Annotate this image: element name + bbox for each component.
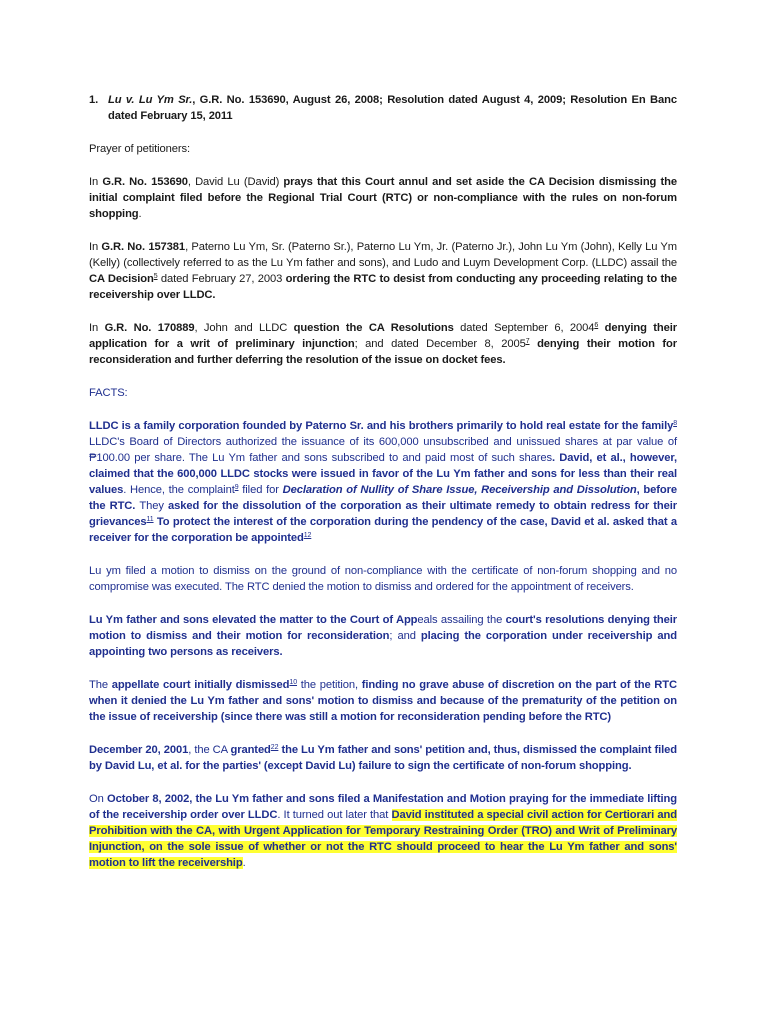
text-span: , John and LLDC: [194, 322, 294, 334]
bold-text: dismissing the initial complaint filed before the Regional Trial Court (RTC) or non-compliance with the rules on non-forum shopping: [89, 176, 677, 220]
gr-number: G.R. No. 153690: [102, 176, 188, 188]
footnote-link[interactable]: 6: [594, 322, 599, 329]
case-name: Lu v. Lu Ym Sr.: [108, 94, 193, 106]
bold-text: , before the RTC.: [89, 484, 677, 512]
footnote-link[interactable]: 5: [153, 273, 158, 280]
text-span: . Hence, the complaint: [123, 484, 235, 496]
bold-text: October 8, 2002, the Lu Ym father and sons filed a Manifestation and Motion praying for the immediate lifting of the receivership order over LLDC: [89, 793, 678, 821]
bold-text: asked for the dissolution of the corporation as their ultimate remedy to obtain redress for their grievances: [89, 500, 677, 528]
facts-paragraph-2: Lu ym filed a motion to dismiss on the ground of non-compliance with the certificate of non-forum shopping and no compromise was executed. The RTC denied the motion to dismiss and ordered for the appointment of receivers.: [89, 565, 677, 593]
gr-number: G.R. No. 157381: [101, 241, 186, 253]
case-heading: [89, 92, 677, 124]
text-span: They: [139, 500, 164, 512]
footnote-link[interactable]: 9: [234, 484, 239, 491]
text-span: , Paterno Lu Ym, Sr. (Paterno Sr.), Paterno Lu Ym, Jr. (Paterno Jr.), John Lu Ym (John), Kelly Lu Ym (Kelly) (collectively referred to as the Lu Ym father and sons), and Ludo and Luym Development Corp. (LLDC) assail the: [89, 241, 677, 269]
text-span: , David Lu (David): [187, 176, 284, 188]
text-span: eals assailing the: [417, 614, 506, 626]
footnote-link[interactable]: 10: [289, 679, 298, 686]
bold-text: . David, et al., however, claimed that the 600,000 LLDC stocks were issued in favor of the Lu Ym father and sons for less than their real values: [89, 452, 677, 496]
facts-label: FACTS:: [89, 387, 128, 399]
text-span: . It turned out later that: [277, 809, 392, 821]
facts-paragraph-4: [89, 677, 677, 725]
text-span: LLDC's Board of Directors authorized the issuance of its 600,000 unsubscribed and unissued shares at par value of ₱100.00 per share. The Lu Ym father and sons subscribed to and paid most of such shares: [89, 436, 677, 464]
date-text: December 20, 2001: [89, 744, 189, 756]
bold-text: question the CA Resolutions: [293, 322, 454, 334]
item-number: 1.: [89, 94, 99, 106]
footnote-link[interactable]: 11: [146, 516, 154, 523]
prayer-label: Prayer of petitioners:: [89, 143, 191, 155]
gr-number: G.R. No. 170889: [104, 322, 195, 334]
text-span: .: [242, 857, 246, 869]
text-span: On: [89, 793, 107, 805]
bold-text: ordering the RTC to desist from conducting any proceeding relating to the receivership over LLDC.: [89, 273, 677, 301]
bold-text: LLDC is a family corporation founded by Paterno Sr. and his brothers primarily to hold real estate for the family: [89, 420, 674, 432]
text-span: In: [89, 176, 103, 188]
text-span: ; and dated December 8, 2005: [354, 338, 526, 350]
bold-text: the Lu Ym father and sons' petition and, thus, dismissed the complaint filed by David Lu, et al. for the parties' (except David Lu) failure to sign the certificate of non-forum shopping.: [89, 744, 677, 772]
facts-paragraph-5: [89, 742, 677, 774]
footnote-link[interactable]: 22: [270, 744, 279, 751]
text-span: filed for: [238, 484, 283, 496]
prayer-paragraph-3: [89, 320, 677, 368]
text-span: dated February 27, 2003: [157, 273, 286, 285]
footnote-link[interactable]: 12: [303, 532, 312, 539]
footnote-link[interactable]: 7: [525, 338, 530, 345]
bold-text: placing the corporation under receivership and appointing two persons as receivers.: [89, 630, 677, 658]
bold-text: Lu Ym father and sons elevated the matter to the Court of App: [89, 614, 418, 626]
text-span: The: [89, 679, 112, 691]
prayer-paragraph-2: [89, 239, 677, 303]
bold-text: prays that this Court annul and set aside the CA Decision: [283, 176, 595, 188]
facts-paragraph-3: [89, 612, 677, 660]
highlighted-text: David instituted a special civil action for Certiorari and Prohibition with the CA, with Urgent Application for Temporary Restraining Order (TRO) and Writ of Preliminary Injunction, on the sole issue of whether or not the RTC should proceed to hear the Lu Ym father and sons' motion to lift the receivership: [89, 809, 677, 869]
facts-paragraph-1: [89, 418, 677, 546]
bold-text: To protect the interest of the corporation during the pendency of the case, David et al. asked that a receiver for the corporation be appointed: [89, 516, 677, 544]
text-span: dated September 6, 2004: [453, 322, 595, 334]
bold-italic-text: Declaration of Nullity of Share Issue, Receivership and Dissolution: [282, 484, 637, 496]
bold-text: denying their application for a writ of preliminary injunction: [89, 322, 677, 350]
text-span: In: [89, 322, 105, 334]
bold-text: appellate court initially dismissed: [111, 679, 290, 691]
text-span: , the CA: [188, 744, 231, 756]
text-span: ; and: [389, 630, 421, 642]
case-citation: , G.R. No. 153690, August 26, 2008; Resolution dated August 4, 2009; Resolution En Banc dated February 15, 2011: [108, 94, 677, 122]
text-span: .: [138, 208, 142, 220]
bold-text: court's resolutions denying their motion to dismiss and their motion for reconsideration: [89, 614, 677, 642]
bold-text: finding no grave abuse of discretion on the part of the RTC when it denied the Lu Ym father and sons' motion to dismiss and because of the prematurity of the petition on the issue of receivership (since there was still a motion for reconsideration pending before the RTC): [89, 679, 677, 723]
facts-paragraph-6: [89, 791, 677, 871]
text-span: In: [89, 241, 102, 253]
prayer-paragraph-1: [89, 174, 677, 222]
bold-text: CA Decision: [89, 273, 154, 285]
text-span: the petition,: [297, 679, 362, 691]
footnote-link[interactable]: 8: [673, 420, 677, 427]
bold-text: granted: [230, 744, 271, 756]
bold-text: denying their motion for reconsideration and further deferring the resolution of the issue on docket fees.: [89, 338, 677, 366]
